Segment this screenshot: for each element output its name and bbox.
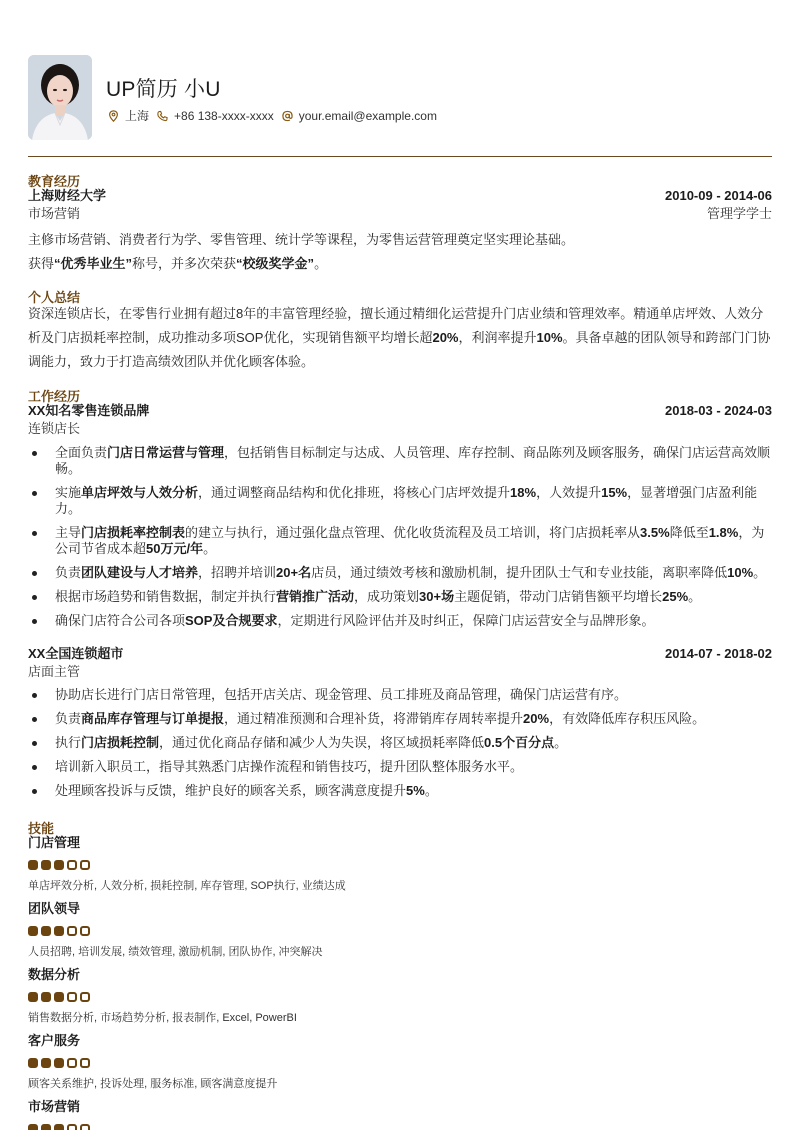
job-role: 店面主管 (28, 664, 81, 679)
list-item: 负责团队建设与人才培养，招聘并培训20+名店员，通过绩效考核和激励机制，提升团队士气和专业技能，离职率降低10%。 (28, 565, 772, 581)
header-divider (28, 156, 772, 157)
education-major-row (28, 206, 772, 222)
text: 获得 (28, 256, 55, 271)
section-title-summary: 个人总结 (28, 290, 81, 305)
rating-dot-filled (28, 926, 38, 936)
rating-dot-filled (41, 992, 51, 1002)
resume-header (28, 55, 772, 141)
skill-rating (28, 926, 772, 937)
rating-dot-empty (80, 992, 90, 1002)
rating-dot-empty (80, 1058, 90, 1068)
education-courses: 主修市场营销、消费者行为学、零售管理、统计学等课程，为零售运营管理奠定坚实理论基础。 (28, 232, 575, 247)
job-2-role-row (28, 664, 772, 680)
text: 。具备卓越的团队领导和跨部门门协调能力，致力于打造高绩效团队并优化顾客体验。 (28, 330, 771, 369)
list-item: 确保门店符合公司各项SOP及合规要求，定期进行风险评估并及时纠正，保障门店运营安全与品牌形象。 (28, 613, 772, 629)
skill-name: 门店管理 (28, 835, 81, 850)
skill-name: 市场营销 (28, 1099, 81, 1114)
education-dates: 2010-09 - 2014-06 (665, 188, 772, 203)
email-text: your.email@example.com (298, 108, 437, 123)
list-item: 协助店长进行门店日常管理，包括开店关店、现金管理、员工排班及商品管理，确保门店运营有序。 (28, 687, 772, 703)
job-dates: 2018-03 - 2024-03 (665, 403, 772, 418)
list-item: 处理顾客投诉与反馈，维护良好的顾客关系，顾客满意度提升5%。 (28, 783, 772, 799)
skill-name: 数据分析 (28, 967, 81, 982)
skill-name: 团队领导 (28, 901, 81, 916)
section-title-work: 工作经历 (28, 389, 81, 404)
contact-info (108, 107, 445, 124)
rating-dot-empty (80, 926, 90, 936)
list-item: 根据市场趋势和销售数据，制定并执行营销推广活动，成功策划30+场主题促销，带动门店销售额平均增长25%。 (28, 589, 772, 605)
rating-dot-filled (41, 1058, 51, 1068)
rating-dot-filled (54, 1058, 64, 1068)
rating-dot-filled (28, 860, 38, 870)
job-2-bullets (28, 687, 772, 807)
skill-name: 客户服务 (28, 1033, 81, 1048)
contact-phone[interactable] (157, 109, 274, 123)
rating-dot-empty (67, 1058, 77, 1068)
rating-dot-filled (28, 1058, 38, 1068)
education-description (28, 228, 772, 276)
education-honors (28, 252, 772, 276)
skill-item (28, 1099, 772, 1130)
list-item: 全面负责门店日常运营与管理，包括销售目标制定与达成、人员管理、库存控制、商品陈列及顾客服务，确保门店运营高效顺畅。 (28, 445, 772, 477)
skill-rating (28, 1124, 772, 1130)
section-title-education: 教育经历 (28, 174, 81, 189)
school-name: 上海财经大学 (28, 188, 107, 203)
rating-dot-filled (41, 1124, 51, 1130)
rating-dot-filled (28, 1124, 38, 1130)
skill-keywords: 销售数据分析, 市场趋势分析, 报表制作, Excel, PowerBI (28, 1012, 297, 1024)
skill-rating (28, 992, 772, 1003)
job-role: 连锁店长 (28, 421, 81, 436)
honor-highlight: “校级奖学金” (236, 256, 315, 271)
education-school-row (28, 188, 772, 204)
skill-rating (28, 860, 772, 871)
rating-dot-empty (80, 860, 90, 870)
rating-dot-empty (67, 860, 77, 870)
rating-dot-filled (54, 860, 64, 870)
metric: 10% (536, 330, 563, 345)
rating-dot-empty (67, 992, 77, 1002)
skill-item (28, 835, 772, 893)
skill-keywords: 人员招聘, 培训发展, 绩效管理, 激励机制, 团队协作, 冲突解决 (28, 946, 323, 958)
list-item: 培训新入职员工，指导其熟悉门店操作流程和销售技巧，提升团队整体服务水平。 (28, 759, 772, 775)
rating-dot-filled (41, 926, 51, 936)
candidate-name: UP简历 小U (106, 78, 221, 101)
degree: 管理学学士 (706, 206, 772, 221)
job-1-bullets (28, 445, 772, 637)
profile-photo (28, 55, 92, 140)
phone-icon (157, 110, 168, 122)
rating-dot-empty (80, 1124, 90, 1130)
location-icon (108, 110, 119, 122)
job-dates: 2014-07 - 2018-02 (665, 646, 772, 661)
text: 资深连锁店长，在零售行业拥有超过8年的丰富管理经验，擅长通过精细化运营提升门店业绩和管理效率。精通单店坪效、人效分析及门店损耗率控制，成功推动多项SOP优化，实现销售额平均增长超 (28, 306, 764, 345)
text: 。 (314, 256, 328, 271)
contact-email[interactable] (282, 109, 437, 123)
skill-keywords: 顾客关系维护, 投诉处理, 服务标准, 顾客满意度提升 (28, 1078, 278, 1090)
company-name: XX全国连锁超市 (28, 646, 124, 661)
summary-text (28, 302, 772, 374)
list-item: 执行门店损耗控制，通过优化商品存储和减少人为失误，将区域损耗率降低0.5个百分点。 (28, 735, 772, 751)
list-item: 负责商品库存管理与订单提报，通过精准预测和合理补货，将滞销库存周转率提升20%，有效降低库存积压风险。 (28, 711, 772, 727)
skill-item (28, 967, 772, 1025)
rating-dot-filled (54, 992, 64, 1002)
contact-location (108, 107, 149, 124)
job-1-role-row (28, 421, 772, 437)
rating-dot-empty (67, 926, 77, 936)
rating-dot-filled (54, 1124, 64, 1130)
skill-item (28, 1033, 772, 1091)
location-text: 上海 (125, 109, 150, 123)
section-title-skills: 技能 (28, 821, 55, 836)
metric: 20% (432, 330, 459, 345)
job-2-header (28, 646, 772, 662)
text: ，利润率提升 (458, 330, 537, 345)
honor-highlight: “优秀毕业生” (54, 256, 133, 271)
rating-dot-filled (54, 926, 64, 936)
text: 称号，并多次荣获 (132, 256, 237, 271)
email-icon (282, 110, 293, 122)
rating-dot-empty (67, 1124, 77, 1130)
phone-text: +86 138-xxxx-xxxx (174, 108, 274, 123)
skill-keywords: 单店坪效分析, 人效分析, 损耗控制, 库存管理, SOP执行, 业绩达成 (28, 880, 346, 892)
company-name: XX知名零售连锁品牌 (28, 403, 150, 418)
major: 市场营销 (28, 206, 81, 221)
list-item: 主导门店损耗率控制表的建立与执行，通过强化盘点管理、优化收货流程及员工培训，将门店损耗率从3.5%降低至1.8%，为公司节省成本超50万元/年。 (28, 525, 772, 557)
list-item: 实施单店坪效与人效分析，通过调整商品结构和优化排班，将核心门店坪效提升18%，人效提升15%，显著增强门店盈利能力。 (28, 485, 772, 517)
skill-rating (28, 1058, 772, 1069)
skill-item (28, 901, 772, 959)
rating-dot-filled (41, 860, 51, 870)
job-1-header (28, 403, 772, 419)
rating-dot-filled (28, 992, 38, 1002)
